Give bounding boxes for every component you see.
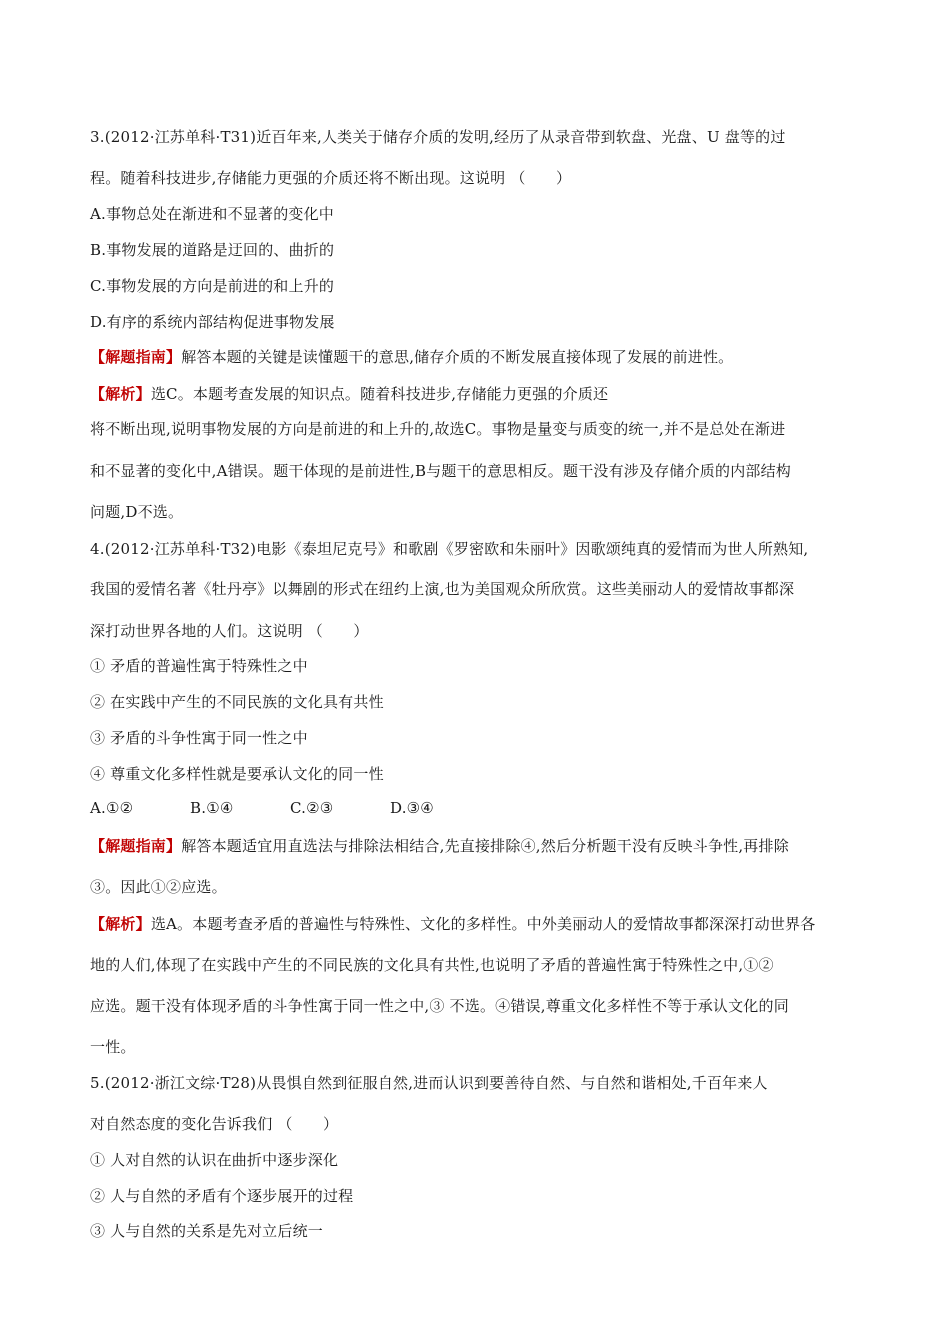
q3-guide [90, 346, 733, 367]
q4-options-row [90, 799, 490, 817]
q4-option-c: C.②③ [290, 799, 334, 817]
q3-analysis-line-2: 将不断出现,说明事物发展的方向是前进的和上升的,故选C。事物是量变与质变的统一,并不是总处在渐进 [90, 420, 786, 438]
q4-item-2: ② 在实践中产生的不同民族的文化具有共性 [90, 693, 384, 711]
q3-option-b: B.事物发展的道路是迂回的、曲折的 [90, 241, 335, 259]
q3-analysis-line-1: 选C。本题考查发展的知识点。随着科技进步,存储能力更强的介质还 [150, 385, 609, 403]
q5-stem-line-1: 5.(2012·浙江文综·T28)从畏惧自然到征服自然,进而认识到要善待自然、与自然和谐相处,千百年来人 [90, 1074, 768, 1092]
q5-stem-line-2: 对自然态度的变化告诉我们 （ ） [90, 1115, 339, 1133]
q4-stem-line-3: 深打动世界各地的人们。这说明 （ ） [90, 622, 369, 640]
q4-option-d: D.③④ [390, 799, 434, 817]
q4-analysis [90, 913, 815, 934]
q3-guide-text: 解答本题的关键是读懂题干的意思,储存介质的不断发展直接体现了发展的前进性。 [181, 348, 734, 366]
q4-guide [90, 835, 789, 856]
q4-guide-line-1: 解答本题适宜用直选法与排除法相结合,先直接排除④,然后分析题干没有反映斗争性,再排除 [181, 837, 789, 855]
q3-guide-tag: 【解题指南】 [90, 348, 182, 366]
q3-option-d: D.有序的系统内部结构促进事物发展 [90, 313, 335, 331]
q3-option-c: C.事物发展的方向是前进的和上升的 [90, 277, 335, 295]
q3-analysis [90, 383, 608, 404]
q4-option-b: B.①④ [190, 799, 234, 817]
q4-analysis-line-1: 选A。本题考查矛盾的普遍性与特殊性、文化的多样性。中外美丽动人的爱情故事都深深打动世界各 [150, 915, 816, 933]
q3-analysis-line-3: 和不显著的变化中,A错误。题干体现的是前进性,B与题干的意思相反。题干没有涉及存储介质的内部结构 [90, 462, 791, 480]
q4-analysis-line-3: 应选。题干没有体现矛盾的斗争性寓于同一性之中,③ 不选。④错误,尊重文化多样性不等于承认文化的同 [90, 997, 789, 1015]
q5-item-3: ③ 人与自然的关系是先对立后统一 [90, 1222, 323, 1240]
q4-item-4: ④ 尊重文化多样性就是要承认文化的同一性 [90, 765, 384, 783]
q4-item-3: ③ 矛盾的斗争性寓于同一性之中 [90, 729, 308, 747]
q4-stem-line-2: 我国的爱情名著《牡丹亭》以舞剧的形式在纽约上演,也为美国观众所欣赏。这些美丽动人的爱情故事都深 [90, 580, 795, 598]
q4-guide-tag: 【解题指南】 [90, 837, 182, 855]
q3-option-a: A.事物总处在渐进和不显著的变化中 [90, 205, 335, 223]
q4-analysis-line-2: 地的人们,体现了在实践中产生的不同民族的文化具有共性,也说明了矛盾的普遍性寓于特殊性之中,①② [90, 956, 774, 974]
q5-item-2: ② 人与自然的矛盾有个逐步展开的过程 [90, 1187, 354, 1205]
q3-stem-line-2: 程。随着科技进步,存储能力更强的介质还将不断出现。这说明 （ ） [90, 169, 572, 187]
q4-guide-line-2: ③。因此①②应选。 [90, 878, 227, 896]
q4-stem-line-1: 4.(2012·江苏单科·T32)电影《泰坦尼克号》和歌剧《罗密欧和朱丽叶》因歌颂纯真的爱情而为世人所熟知, [90, 540, 809, 558]
q3-stem-line-1: 3.(2012·江苏单科·T31)近百年来,人类关于储存介质的发明,经历了从录音带到软盘、光盘、U 盘等的过 [90, 128, 786, 146]
q3-analysis-line-4: 问题,D不选。 [90, 503, 184, 521]
q4-option-a: A.①② [90, 799, 134, 817]
q3-analysis-tag: 【解析】 [90, 385, 151, 403]
q5-item-1: ① 人对自然的认识在曲折中逐步深化 [90, 1151, 339, 1169]
q4-analysis-tag: 【解析】 [90, 915, 151, 933]
q4-analysis-line-4: 一性。 [90, 1038, 136, 1056]
q4-item-1: ① 矛盾的普遍性寓于特殊性之中 [90, 657, 308, 675]
